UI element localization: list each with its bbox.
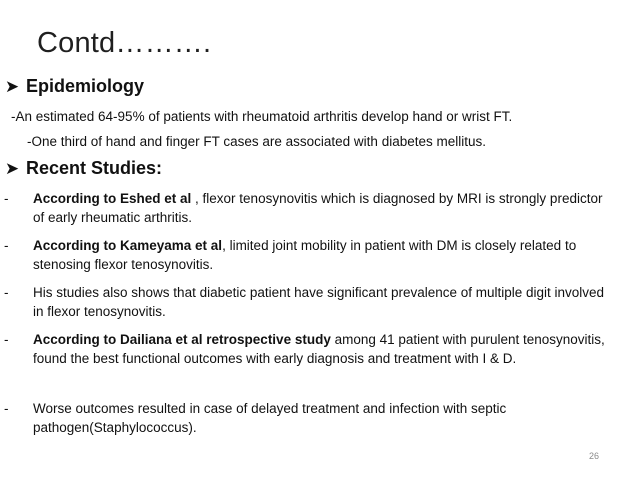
study-item	[4, 284, 614, 321]
study-item-text	[33, 400, 614, 437]
study-item-rest: His studies also shows that diabetic patient have significant prevalence of multiple digit involved in flexor tenosynovitis.	[33, 285, 605, 319]
study-item-bold: According to Dailiana et al retrospective study	[33, 332, 331, 347]
epidemiology-line-1: -An estimated 64-95% of patients with rheumatoid arthritis develop hand or wrist FT.	[11, 109, 513, 124]
study-item-rest: among 41 patient with purulent tenosynovitis, found the best functional outcomes with early diagnosis and treatment with I & D.	[33, 332, 605, 366]
study-item-rest: , flexor tenosynovitis which is diagnosed by MRI is strongly predictor of early rheumatic arthritis.	[33, 191, 603, 225]
study-item	[4, 190, 614, 227]
study-item	[4, 331, 614, 368]
dash-bullet: -	[4, 238, 9, 253]
dash-bullet: -	[4, 332, 9, 347]
arrow-bullet-icon: ➤	[4, 158, 20, 178]
study-item	[4, 400, 614, 437]
recent-studies-heading	[4, 158, 162, 179]
study-item-text	[33, 237, 614, 274]
dash-bullet: -	[4, 401, 9, 416]
study-item-text	[33, 331, 614, 368]
study-item-bold: According to Kameyama et al	[33, 238, 223, 253]
dash-bullet: -	[4, 191, 9, 206]
study-item-text	[33, 284, 614, 321]
dash-bullet: -	[4, 285, 9, 300]
recent-studies-heading-text: Recent Studies:	[26, 158, 163, 178]
study-item	[4, 237, 614, 274]
page-number: 26	[589, 451, 600, 461]
epidemiology-line-2: -One third of hand and finger FT cases are associated with diabetes mellitus.	[27, 134, 486, 149]
study-item-text	[33, 190, 614, 227]
epidemiology-heading	[4, 76, 144, 97]
epidemiology-heading-text: Epidemiology	[26, 76, 145, 96]
study-item-rest: Worse outcomes resulted in case of delayed treatment and infection with septic pathogen(Staphylococcus).	[33, 401, 507, 435]
slide-title: Contd……….	[37, 27, 212, 59]
study-item-bold: According to Eshed et al	[33, 191, 192, 206]
study-item-rest: , limited joint mobility in patient with DM is closely related to stenosing flexor tenosynovitis.	[33, 238, 577, 272]
arrow-bullet-icon: ➤	[4, 76, 20, 96]
